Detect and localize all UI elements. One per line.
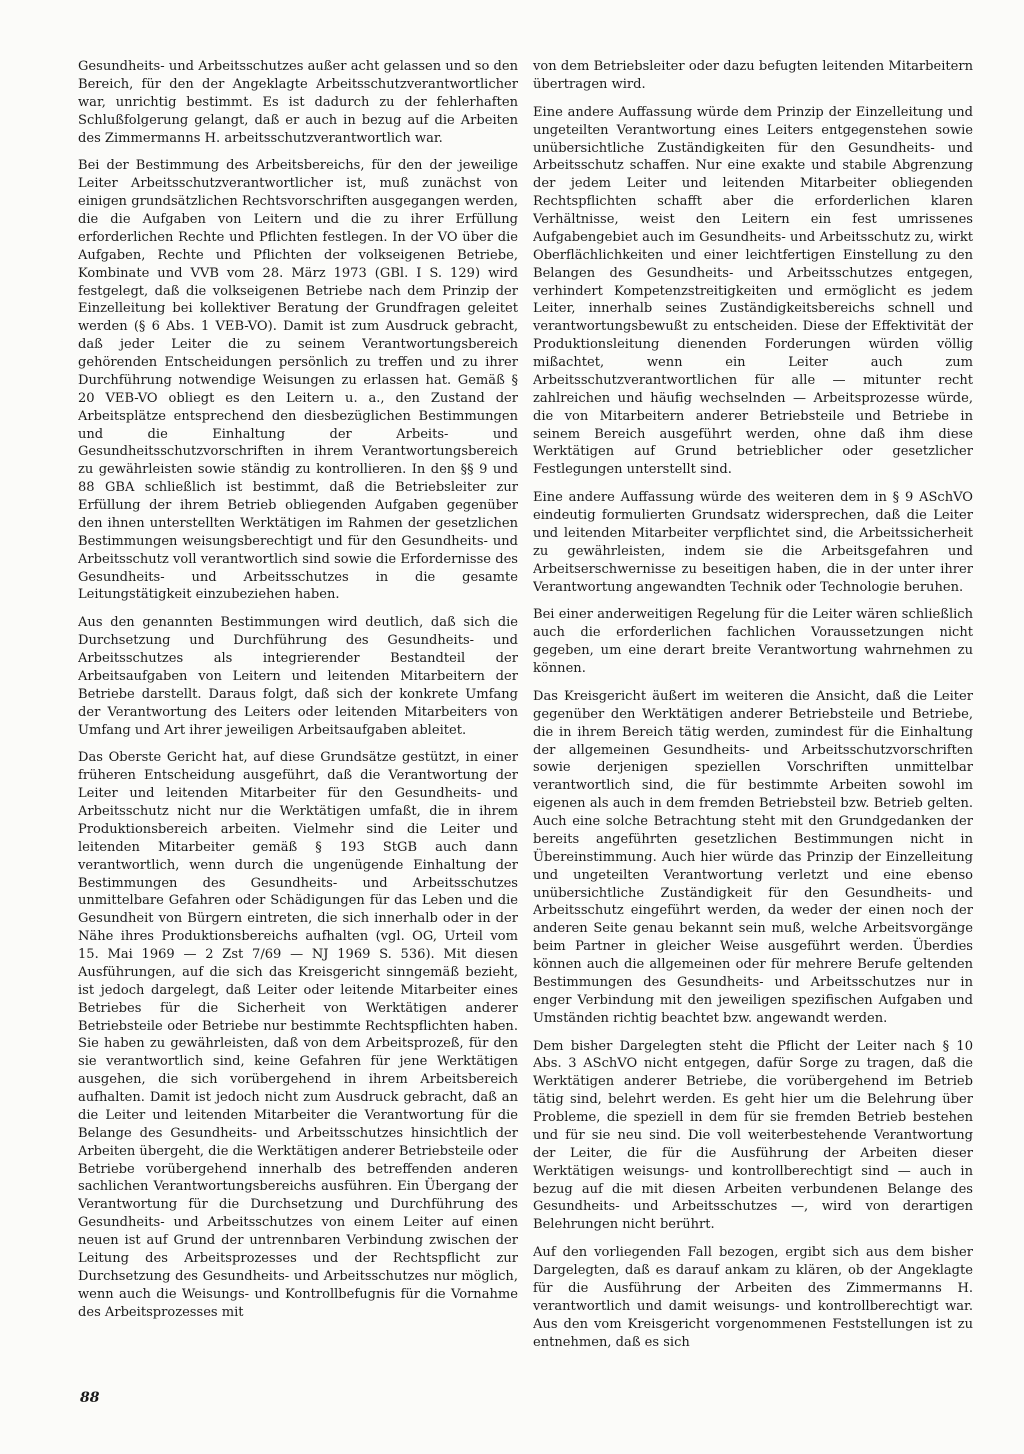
paragraph: Das Oberste Gericht hat, auf diese Grundsätze gestützt, in einer früheren Entscheidung ausgeführt, daß die Verantwortung der Leiter und leitenden Mitarbeiter für den Gesundheits- und Arbeitsschutz nicht nur die Werktätigen umfaßt, die in ihrem Produktionsbereich arbeiten. Vielmehr sind die Leiter und leitenden Mitarbeiter gemäß § 193 StGB auch dann verantwortlich, wenn durch die ungenügende Einhaltung der Bestimmungen des Gesundheits- und Arbeitsschutzes unmittelbare Gefahren oder Schädigungen für das Leben und die Gesundheit von Bürgern eintreten, die sich innerhalb oder in der Nähe ihres Produktionsbereichs aufhalten (vgl. OG, Urteil vom 15. Mai 1969 — 2 Zst 7/69 — NJ 1969 S. 536). Mit diesen Ausführungen, auf die sich das Kreisgericht sinngemäß bezieht, ist jedoch dargelegt, daß Leiter oder leitende Mitarbeiter eines Betriebes für die Sicherheit von Werktätigen anderer Betriebsteile oder Betriebe nur bestimmte Rechtspflichten haben. Sie haben zu gewährleisten, daß von dem Arbeitsprozeß, für den sie verantwortlich sind, keine Gefahren für jene Werktätigen ausgehen, die sich vorübergehend in ihrem Arbeitsbereich aufhalten. Damit ist jedoch nicht zum Ausdruck gebracht, daß an die Leiter und leitenden Mitarbeiter die Verantwortung für die Belange des Gesundheits- und Arbeitsschutzes hinsichtlich der Arbeiten übergeht, die die Werktätigen anderer Betriebsteile oder Betriebe vorübergehend innerhalb des betreffenden anderen sachlichen Verantwortungsbereichs ausführen. Ein Übergang der Verantwortung für die Durchsetzung und Durchführung des Gesundheits- und Arbeitsschutzes von einem Leiter auf einen neuen ist auf Grund der untrennbaren Verbindung zwischen der Leitung des Arbeitsprozesses und der Rechtspflicht zur Durchsetzung des Gesundheits- und Arbeitsschutzes nur möglich, wenn auch die Weisungs- und Kontrollbefugnis für die Vornahme des Arbeitsprozesses mit xyxy=(78,750,518,1320)
paragraph: Eine andere Auffassung würde des weiteren dem in § 9 ASchVO eindeutig formulierten Grundsatz widersprechen, daß die Leiter und leitenden Mitarbeiter verpflichtet sind, die Arbeitssicherheit zu gewährleisten, indem sie die Arbeitsgefahren und Arbeitserschwernisse zu beseitigen haben, die in der unter ihrer Verantwortung angewandten Technik oder Technologie beruhen. xyxy=(533,490,973,595)
paragraph: Eine andere Auffassung würde dem Prinzip der Einzelleitung und ungeteilten Verantwortung eines Leiters entgegenstehen sowie unübersichtliche Zuständigkeiten für den Gesundheits- und Arbeitsschutz schaffen. Nur eine exakte und stabile Abgrenzung der jedem Leiter und leitenden Mitarbeiter obliegenden Rechtspflichten schafft aber die erforderlichen klaren Verhältnisse, weist den Leitern ein fest umrissenes Aufgabengebiet auch im Gesundheits- und Arbeitsschutz zu, wirkt Oberflächlichkeiten und einer leichtfertigen Einstellung zu den Belangen des Gesundheits- und Arbeitsschutzes entgegen, verhindert Kompetenzstreitigkeiten und ermöglicht es jedem Leiter, innerhalb seines Zuständigkeitsbereichs schnell und verantwortungsbewußt zu entscheiden. Diese der Effektivität der Produktionsleitung dienenden Forderungen würden völlig mißachtet, wenn ein Leiter auch zum Arbeitsschutzverantwortlichen für alle — mitunter recht zahlreichen und häufig wechselnden — Arbeitsprozesse würde, die von Mitarbeitern anderer Betriebsteile und Betriebe in seinem Bereich ausgeführt werden, ohne daß ihm diese Werktätigen auf Grund betrieblicher oder gesetzlicher Festlegungen unterstellt sind. xyxy=(533,104,973,478)
right-column xyxy=(533,58,973,1378)
page-number: 88 xyxy=(80,1390,100,1406)
paragraph: Aus den genannten Bestimmungen wird deutlich, daß sich die Durchsetzung und Durchführung des Gesundheits- und Arbeitsschutzes als integrierender Bestandteil der Arbeitsaufgaben von Leitern und leitenden Mitarbeitern der Betriebe darstellt. Daraus folgt, daß sich der konkrete Umfang der Verantwortung des Leiters oder leitenden Mitarbeiters von Umfang und Art ihrer jeweiligen Arbeitsaufgaben ableitet. xyxy=(78,615,518,738)
paragraph: Bei der Bestimmung des Arbeitsbereichs, für den der jeweilige Leiter Arbeitsschutzverantwortlicher ist, muß zunächst von einigen grundsätzlichen Rechtsvorschriften ausgegangen werden, die die Aufgaben von Leitern und die zu ihrer Erfüllung erforderlichen Rechte und Pflichten festlegen. In der VO über die Aufgaben, Rechte und Pflichten der volkseigenen Betriebe, Kombinate und VVB vom 28. März 1973 (GBl. I S. 129) wird festgelegt, daß die volkseigenen Betriebe nach dem Prinzip der Einzelleitung bei kollektiver Beratung der Grundfragen geleitet werden (§ 6 Abs. 1 VEB-VO). Damit ist zum Ausdruck gebracht, daß jeder Leiter die zu seinem Verantwortungsbereich gehörenden Entscheidungen persönlich zu treffen und zu ihrer Durchführung notwendige Weisungen zu erlassen hat. Gemäß § 20 VEB-VO obliegt es den Leitern u. a., den Zustand der Arbeitsplätze entsprechend den diesbezüglichen Bestimmungen und die Einhaltung der Arbeits- und Gesundheitsschutzvorschriften in ihrem Verantwortungsbereich zu gewährleisten sowie ständig zu kontrollieren. In den §§ 9 und 88 GBA schließlich ist bestimmt, daß die Betriebsleiter zur Erfüllung der ihrem Betrieb obliegenden Aufgaben gegenüber den ihnen unterstellten Werktätigen im Rahmen der gesetzlichen Bestimmungen weisungsberechtigt und für den Gesundheits- und Arbeitsschutz voll verantwortlich sind sowie die Erfordernisse des Gesundheits- und Arbeitsschutzes in die gesamte Leitungstätigkeit einzubeziehen haben. xyxy=(78,158,518,603)
paragraph: Bei einer anderweitigen Regelung für die Leiter wären schließlich auch die erforderlichen fachlichen Voraussetzungen nicht gegeben, um eine derart breite Verantwortung wahrnehmen zu können. xyxy=(533,607,973,676)
paragraph: Auf den vorliegenden Fall bezogen, ergibt sich aus dem bisher Dargelegten, daß es darauf ankam zu klären, ob der Angeklagte für die Ausführung der Arbeiten des Zimmermanns H. verantwortlich und damit weisungs- und kontrollberechtigt war. Aus den vom Kreisgericht vorgenommenen Feststellungen ist zu entnehmen, daß es sich xyxy=(533,1245,973,1350)
paragraph: Das Kreisgericht äußert im weiteren die Ansicht, daß die Leiter gegenüber den Werktätigen anderer Betriebsteile und Betriebe, die in ihrem Bereich tätig werden, zumindest für die Einhaltung der allgemeinen Gesundheits- und Arbeitsschutzvorschriften sowie derjenigen speziellen Vorschriften unmittelbar verantwortlich sind, die für bestimmte Arbeiten sowohl im eigenen als auch in dem fremden Betriebsteil bzw. Betrieb gelten. Auch eine solche Betrachtung steht mit den Grundgedanken der bereits angeführten gesetzlichen Bestimmungen nicht in Übereinstimmung. Auch hier würde das Prinzip der Einzelleitung und ungeteilten Verantwortung verletzt und eine ebenso unübersichtliche Zuständigkeit für den Gesundheits- und Arbeitsschutz eingeführt werden, da weder der einen noch der anderen Seite genau bekannt sein muß, welche Arbeitsvorgänge beim Partner in gleicher Weise ausgeführt werden. Überdies können auch die allgemeinen oder für mehrere Berufe geltenden Bestimmungen des Gesundheits- und Arbeitsschutzes nur in enger Verbindung mit den jeweiligen spezifischen Aufgaben und Umständen richtig beachtet bzw. angewandt werden. xyxy=(533,688,973,1026)
paragraph: Dem bisher Dargelegten steht die Pflicht der Leiter nach § 10 Abs. 3 ASchVO nicht entgegen, dafür Sorge zu tragen, daß die Werktätigen anderer Betriebe, die vorübergehend im Betrieb tätig sind, belehrt werden. Es geht hier um die Belehrung über Probleme, die speziell in dem für sie fremden Betrieb bestehen und für sie neu sind. Die voll weiterbestehende Verantwortung der Leiter, die für die Ausführung der Arbeiten dieser Werktätigen weisungs- und kontrollberechtigt sind — auch in bezug auf die mit diesen Arbeiten verbundenen Belange des Gesundheits- und Arbeitsschutzes —, wird von derartigen Belehrungen nicht berührt. xyxy=(533,1038,973,1233)
paragraph: von dem Betriebsleiter oder dazu befugten leitenden Mitarbeitern übertragen wird. xyxy=(533,59,973,92)
paragraph: Gesundheits- und Arbeitsschutzes außer acht gelassen und so den Bereich, für den der Angeklagte Arbeitsschutzverantwortlicher war, unrichtig bestimmt. Es ist dadurch zu der fehlerhaften Schlußfolgerung gelangt, daß er auch in bezug auf die Arbeiten des Zimmermanns H. arbeitsschutzverantwortlich war. xyxy=(78,59,518,146)
left-column xyxy=(78,58,518,1378)
